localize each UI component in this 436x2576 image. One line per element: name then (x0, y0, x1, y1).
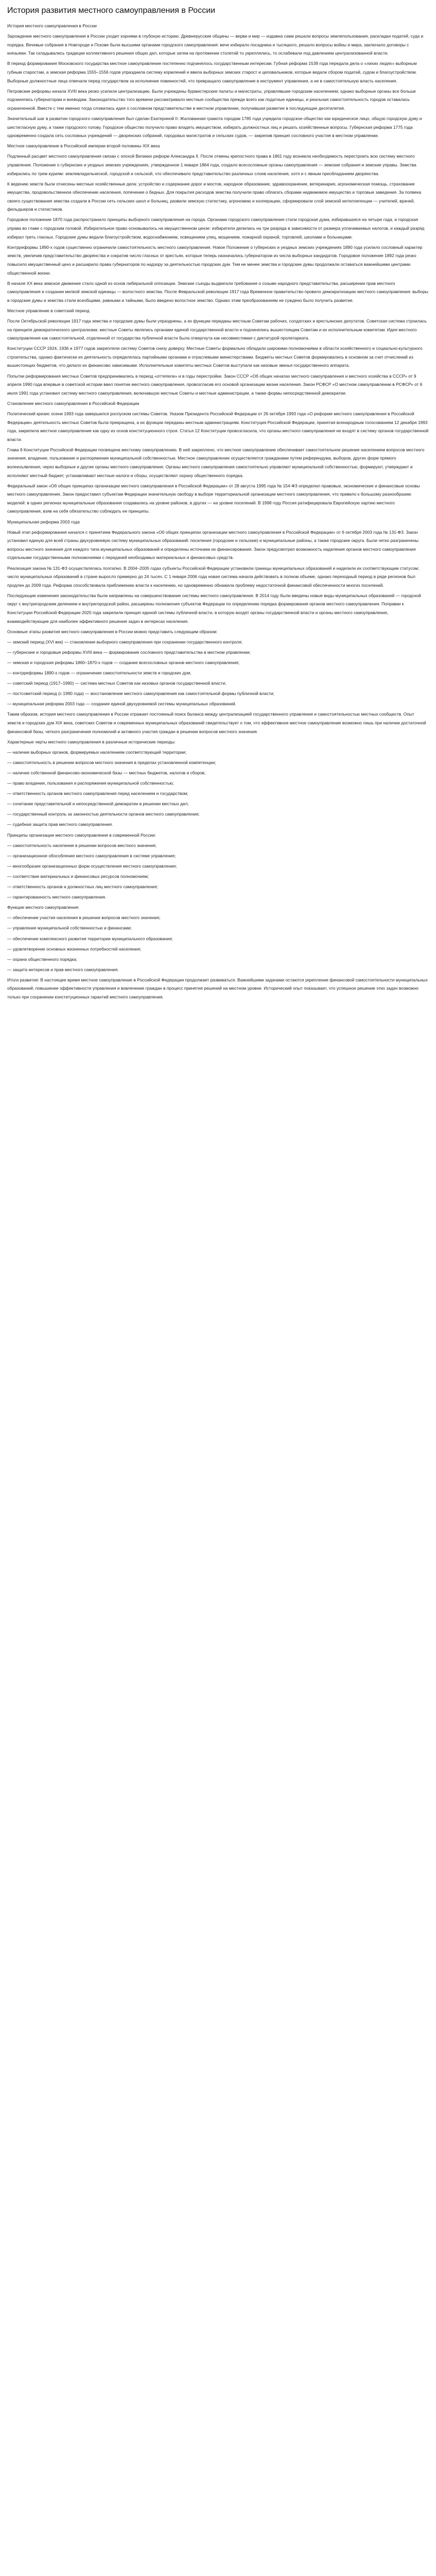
paragraph: Принципы организации местного самоуправления в современной России: (7, 832, 156, 838)
document-body (7, 22, 429, 1002)
paragraph: Функции местного самоуправления: (7, 905, 80, 910)
paragraph: Конституции СССР 1924, 1936 и 1977 годов закрепляли систему Советов снизу доверху. Местные Советы формально обладали широкими полномочиями в области хозяйственного и социально-культурного строительства, однако фактически их деятельность определялась партийными органами и отраслевыми министерствами. Бюджеты местных Советов формировались в основном за счет отчислений из вышестоящих бюджетов, что делало их финансово зависимыми. Исполнительные комитеты местных Советов выступали как низовые звенья государственного аппарата. (7, 346, 423, 368)
paragraph: Таким образом, история местного самоуправления в России отражает постоянный поиск баланса между централизацией государственного управления и самостоятельностью местных сообществ. Опыт земств и городских дум XIX века, советских Советов и современных муниципальных образований свидетельствует о том, что эффективное местное самоуправление возможно лишь при наличии достаточной финансовой базы, четкого разграничения полномочий и активного участия граждан в решении вопросов местного значения. (7, 711, 426, 734)
paragraph: Контрреформы 1890-х годов существенно ограничили самостоятельность местного самоуправления. Новое Положение о губернских и уездных земских учреждениях 1890 года усилило сословный характер земств, увеличив представительство дворянства и сократив число гласных от крестьян, которые теперь назначались губернатором из числа выборных кандидатов. Городовое положение 1892 года резко повысило имущественный ценз и расширило права губернаторов по надзору за деятельностью городских дум. Тем не менее земства и городские думы продолжали оставаться важнейшими центрами общественной жизни. (7, 244, 423, 276)
paragraph: История местного самоуправления в России (7, 23, 97, 28)
paragraph: — соответствие материальных и финансовых ресурсов полномочиям; (7, 873, 149, 879)
paragraph: — ответственность органов местного самоуправления перед населением и государством; (7, 791, 188, 796)
paragraph: — обеспечение комплексного развития территории муниципального образования; (7, 936, 173, 941)
paragraph: Реализация закона № 131-ФЗ осуществлялась поэтапно. В 2004–2005 годах субъекты Российской Федерации установили границы муниципальных образований и наделили их соответствующим статусом; число муниципальных образований в стране выросло примерно до 24 тысяч. С 1 января 2006 года новая система начала действовать в полном объеме, однако переходный период в ряде регионов был продлен до 2009 года. Реформа способствовала приближению власти к населению, но одновременно обнажила проблему недостаточной финансовой обеспеченности многих поселений. (7, 565, 420, 588)
paragraph: — муниципальная реформа 2003 года — создание единой двухуровневой системы муниципальных образований. (7, 701, 236, 707)
paragraph: Новый этап реформирования начался с принятием Федерального закона «Об общих принципах организации местного самоуправления в Российской Федерации» от 6 октября 2003 года № 131-ФЗ. Закон установил единую для всей страны двухуровневую систему муниципальных образований: поселения (городские и сельские) и муниципальные районы, а также городские округа. Были четко разграничены вопросы местного значения для каждого типа муниципальных образований и определены источники их финансирования. Закон предусмотрел возможность наделения органов местного самоуправления отдельными государственными полномочиями с передачей необходимых материальных и финансовых средств. (7, 529, 418, 561)
paragraph: Местное управление в советский период (7, 308, 90, 313)
paragraph: Петровские реформы начала XVIII века резко усилили централизацию. Были учреждены бурмистерские палаты и магистраты, управлявшие городским населением; однако выборные органы все больше подчинялись губернаторам и воеводам. Законодательство того времени рассматривало местные сообщества прежде всего как податные единицы, и реальная самостоятельность городов оставалась ограниченной. Вместе с тем именно тогда сложилась идея о сословном представительстве в местном управлении, получившая развитие в последующие десятилетия. (7, 88, 416, 111)
paragraph: Городовое положение 1870 года распространило принципы выборного самоуправления на города. Органами городского самоуправления стали городская дума, избиравшаяся на четыре года, и городская управа во главе с городским головой. Избирательное право основывалось на имущественном цензе: избиратели делились на три разряда в зависимости от размера уплачиваемых налогов, и каждый разряд избирал треть гласных. Городские думы ведали благоустройством, водоснабжением, освещением улиц, мощением, пожарной охраной, торговлей, школами и больницами. (7, 217, 425, 240)
paragraph: — удовлетворение основных жизненных потребностей населения; (7, 946, 142, 952)
paragraph: Итоги развития: В настоящее время местное самоуправление в Российской Федерации продолжает развиваться. Важнейшими задачами остаются укрепление финансовой самостоятельности муниципальных образований, повышение эффективности управления и вовлечение граждан в процесс принятия решений на местном уровне. Исторический опыт показывает, что успешное решение этих задач возможно только при сохранении конституционных гарантий местного самоуправления. (7, 977, 428, 1000)
paragraph: Попытки реформирования местных Советов предпринимались в период «оттепели» и в годы перестройки. Закон СССР «Об общих началах местного самоуправления и местного хозяйства в СССР» от 9 апреля 1990 года впервые в советской истории ввел понятие местного самоуправления, провозгласив его основой организации жизни населения. Закон РСФСР «О местном самоуправлении в РСФСР» от 6 июля 1991 года установил систему местного самоуправления, включавшую местные Советы и местные администрации, а также формы непосредственной демократии. (7, 373, 423, 396)
paragraph: Муниципальная реформа 2003 года (7, 519, 80, 524)
paragraph: — охрана общественного порядка; (7, 956, 78, 962)
paragraph: — ответственность органов и должностных лиц местного самоуправления; (7, 884, 158, 890)
paragraph: — земский период (XVI век) — становление выборного самоуправления при сохранении государственного контроля; (7, 639, 243, 645)
paragraph: После Октябрьской революции 1917 года земства и городские думы были упразднены, а их функции переданы местным Советам рабочих, солдатских и крестьянских депутатов. Советская система строилась на принципе демократического централизма: местные Советы являлись органами единой государственной власти и подчинялись вышестоящим Советам и их исполнительным комитетам. Идея местного самоуправления как самостоятельной, отделенной от государства публичной власти была отвергнута как несовместимая с диктатурой пролетариата. (7, 318, 427, 341)
paragraph: — наличие собственной финансово-экономической базы — местных бюджетов, налогов и сборов; (7, 770, 206, 775)
paragraph: — самостоятельность населения в решении вопросов местного значения; (7, 842, 157, 848)
paragraph: К ведению земств были отнесены местные хозяйственные дела: устройство и содержание дорог и мостов, народное образование, здравоохранение, ветеринария, агрономическая помощь, страхование имущества, продовольственное обеспечение населения, попечение о бедных. Для покрытия расходов земства получили право облагать сборами недвижимое имущество и торговые заведения. За полвека своего существования земства создали в России сеть сельских школ и больниц, развили земскую статистику, агрономию и кооперацию, сформировали слой земской интеллигенции — учителей, врачей, фельдшеров и статистиков. (7, 181, 422, 212)
paragraph: — право владения, пользования и распоряжения муниципальной собственностью; (7, 781, 174, 786)
paragraph: — постсоветский период (с 1990 года) — восстановление местного самоуправления как самостоятельной формы публичной власти; (7, 691, 274, 697)
paragraph: В начале XX века земское движение стало одной из основ либеральной оппозиции. Земские съезды выдвигали требования о созыве народного представительства, расширении прав местного самоуправления и создании мелкой земской единицы — волостного земства. После Февральской революции 1917 года Временное правительство провело демократизацию местного самоуправления: выборы в городские думы и земства стали всеобщими, равными и тайными, было введено волостное земство. Однако этим преобразованиям не суждено было получить развитие. (7, 280, 428, 303)
document-page (0, 0, 436, 1013)
paragraph: — судебная защита прав местного самоуправления. (7, 822, 113, 827)
paragraph: — защита интересов и прав местного самоуправления. (7, 967, 119, 972)
paragraph: — государственный контроль за законностью деятельности органов местного самоуправления; (7, 811, 200, 817)
paragraph: Основные этапы развития местного самоуправления в России можно представить следующим образом: (7, 629, 218, 634)
paragraph: Подлинный расцвет местного самоуправления связан с эпохой Великих реформ Александра II. После отмены крепостного права в 1861 году возникла необходимость перестроить всю систему местного управления. Положение о губернских и уездных земских учреждениях, утвержденное 1 января 1864 года, создало всесословные органы самоуправления — земские собрания и земские управы. Земства избирались по трем куриям: землевладельческой, городской и сельской, что обеспечивало представительство различных слоев населения, хотя и с явным преобладанием дворянства. (7, 154, 416, 176)
paragraph: — организационное обособление местного самоуправления в системе управления; (7, 853, 176, 858)
paragraph: — управление муниципальной собственностью и финансами; (7, 925, 132, 931)
paragraph: Зарождение местного самоуправления в России уходит корнями в глубокую историю. Древнерусские общины — верви и мир — издавна сами решали вопросы землепользования, раскладки податей, суда и порядка. Вечевые собрания в Новгороде и Пскове были высшими органами городского самоуправления: вече избирало посадника и тысяцкого, решало вопросы войны и мира, заключало договоры с князьями. Так складывались традиции коллективного решения общих дел, которые затем на протяжении столетий то укреплялись, то ослабевали под давлением централизованной власти. (7, 33, 424, 56)
paragraph: В период формирования Московского государства местное самоуправление постепенно подчинялось государственным интересам. Губная реформа 1539 года передала дела о «лихих людях» выборным губным старостам, а земская реформа 1555–1556 годов упразднила систему кормлений и ввела выборных земских старост и целовальников, которые ведали сбором податей, судом и благоустройством. Выборные должностные лица отвечали перед государством за исполнение повинностей, что превращало самоуправление в инструмент управления, а не в самостоятельную власть населения. (7, 61, 417, 83)
paragraph: — советский период (1917–1990) — система местных Советов как низовых органов государственной власти; (7, 681, 226, 686)
paragraph: Значительный шаг в развитии городского самоуправления был сделан Екатериной II. Жалованная грамота городам 1785 года учредила городское общество как юридическое лицо, общую городскую думу и шестигласную думу, а также городского голову. Городское общество получило право владеть имуществом, избирать должностных лиц и решать хозяйственные вопросы. Губернская реформа 1775 года одновременно создала сеть сословных учреждений — дворянских собраний, городовых магистратов и сельских судов, — закрепив принцип сословного участия в местном управлении. (7, 115, 422, 139)
paragraph: — контрреформы 1890-х годов — ограничение самостоятельности земств и городских дум; (7, 670, 191, 676)
paragraph: — обеспечение участия населения в решении вопросов местного значения; (7, 915, 161, 921)
paragraph: — многообразие организационных форм осуществления местного самоуправления; (7, 863, 177, 869)
paragraph: — гарантированность местного самоуправления. (7, 894, 107, 900)
paragraph: — земская и городская реформы 1860–1870-х годов — создание всесословных органов местного самоуправления; (7, 659, 240, 665)
paragraph: Последующие изменения законодательства были направлены на совершенствование системы местного самоуправления. В 2014 году были введены новые виды муниципальных образований — городской округ с внутригородским делением и внутригородской район, расширены полномочия субъектов Федерации по определению порядка формирования органов местного самоуправления. Поправки к Конституции Российской Федерации 2020 года закрепили принцип единой системы публичной власти, в которую входят органы государственной власти и органы местного самоуправления, взаимодействующие для наиболее эффективного решения задач в интересах населения. (7, 592, 421, 624)
paragraph: — самостоятельность в решении вопросов местного значения в пределах установленной компетенции; (7, 759, 216, 765)
paragraph: — сочетание представительной и непосредственной демократии в решении местных дел; (7, 801, 189, 807)
paragraph: — наличие выборных органов, формируемых населением соответствующей территории; (7, 749, 187, 755)
paragraph: Местное самоуправление в Российской империи второй половины XIX века (7, 143, 160, 149)
paragraph: Глава 8 Конституции Российской Федерации посвящена местному самоуправлению. В ней закреплено, что местное самоуправление обеспечивает самостоятельное решение населением вопросов местного значения, владение, пользование и распоряжение муниципальной собственностью. Местное самоуправление осуществляется гражданами путем референдума, выборов, других форм прямого волеизъявления, через выборные и другие органы местного самоуправления. Органы местного самоуправления самостоятельно управляют муниципальной собственностью, формируют, утверждают и исполняют местный бюджет, устанавливают местные налоги и сборы, осуществляют охрану общественного порядка. (7, 447, 425, 478)
page-title: История развития местного самоуправления в России (7, 6, 216, 15)
paragraph: Становление местного самоуправления в Российской Федерации (7, 400, 139, 406)
paragraph: — губернские и городовые реформы XVIII века — формирование сословного представительства в местном управлении; (7, 649, 251, 655)
paragraph: Федеральный закон «Об общих принципах организации местного самоуправления в Российской Федерации» от 28 августа 1995 года № 154-ФЗ определил правовые, экономические и финансовые основы местного самоуправления. Закон предоставил субъектам Федерации значительную свободу в выборе территориальной организации местного самоуправления, что привело к большому разнообразию моделей: в одних регионах муниципальные образования создавались на уровне районов, в других — на уровне поселений. В 1998 году Россия ратифицировала Европейскую хартию местного самоуправления, взяв на себя обязательство соблюдать ее принципы. (7, 483, 420, 514)
paragraph: Характерные черты местного самоуправления в различные исторические периоды: (7, 739, 176, 744)
paragraph: Политический кризис осени 1993 года завершился роспуском системы Советов. Указом Президента Российской Федерации от 26 октября 1993 года «О реформе местного самоуправления в Российской Федерации» деятельность местных Советов была прекращена, а их функции переданы местным администрациям. Конституция Российской Федерации, принятая всенародным голосованием 12 декабря 1993 года, закрепила местное самоуправление как одну из основ конституционного строя. Статья 12 Конституции провозгласила, что органы местного самоуправления не входят в систему органов государственной власти. (7, 411, 429, 442)
